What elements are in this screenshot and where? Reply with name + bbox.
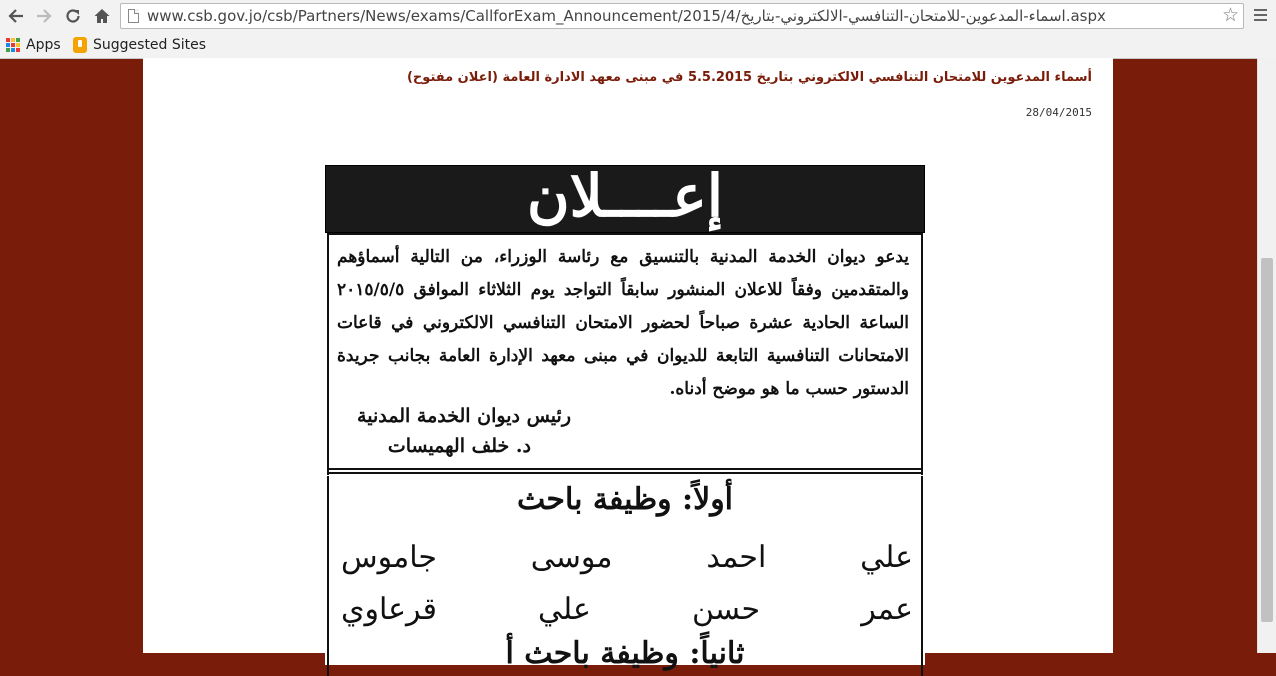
announcement-heading: إعــــلان (527, 162, 723, 230)
signature-block (357, 401, 571, 461)
page-content (143, 58, 1113, 671)
url-text[interactable]: www.csb.gov.jo/csb/Partners/News/exams/CallforExam_Announcement/2015/4/اسماء-المدعوين-للامتحان-التنافسي-الالكتروني-بتاريخ.aspx (147, 7, 1106, 25)
bookmarks-bar (0, 33, 1276, 59)
back-arrow-icon[interactable] (4, 4, 28, 28)
section-title: أولاً: وظيفة باحث (516, 482, 734, 517)
names-section (327, 476, 923, 676)
scrollbar-thumb[interactable] (1261, 258, 1273, 622)
section-divider (327, 468, 923, 474)
suggested-sites-label: Suggested Sites (93, 37, 207, 53)
signature-title: رئيس ديوان الخدمة المدنية (357, 405, 571, 427)
address-bar[interactable] (120, 3, 1244, 29)
next-section-title: ثانياً: وظيفة باحث أ (505, 636, 745, 671)
apps-label: Apps (26, 37, 61, 53)
article-title[interactable]: أسماء المدعوين للامتحان التنافسي الالكتروني بتاريخ 5.5.2015 في مبنى معهد الادارة العامة (اعلان مفتوح) (406, 70, 1092, 85)
menu-icon[interactable] (1250, 6, 1270, 26)
suggested-sites-bookmark[interactable] (73, 36, 206, 54)
signature-name: د. خلف الهميسات (387, 435, 531, 457)
apps-grid-icon (6, 38, 20, 52)
suggested-sites-icon (73, 37, 87, 53)
announcement-header (325, 162, 925, 233)
candidate-name: عمر حسن علي قرعاوي (341, 592, 913, 627)
bookmark-star-icon[interactable]: ☆ (1221, 4, 1239, 26)
announcement-body: يدعو ديوان الخدمة المدنية بالتنسيق مع رئاسة الوزراء، من التالية أسماؤهم والمتقدمين وفقاً للاعلان المنشور سابقاً التواجد يوم الثلاثاء الموافق ٢٠١٥/٥/٥ الساعة الحادية عشرة صباحاً لحضور الامتحان التنافسي الالكتروني في قاعات الامتحانات التنافسية التابعة للديوان في مبنى معهد الإدارة العامة بجانب جريدة الدستور حسب ما هو موضح أدناه. (337, 247, 909, 399)
apps-bookmark[interactable] (6, 36, 61, 54)
announcement-image (325, 162, 925, 671)
reload-icon[interactable] (61, 4, 85, 28)
page-icon (128, 9, 139, 23)
candidate-name: علي احمد موسى جاموس (341, 540, 913, 575)
announcement-body-box (327, 233, 923, 475)
browser-toolbar (0, 0, 1276, 33)
vertical-scrollbar[interactable] (1257, 58, 1276, 653)
home-icon[interactable] (90, 4, 114, 28)
forward-arrow-icon[interactable] (32, 4, 56, 28)
article-date: 28/04/2015 (1025, 106, 1092, 119)
